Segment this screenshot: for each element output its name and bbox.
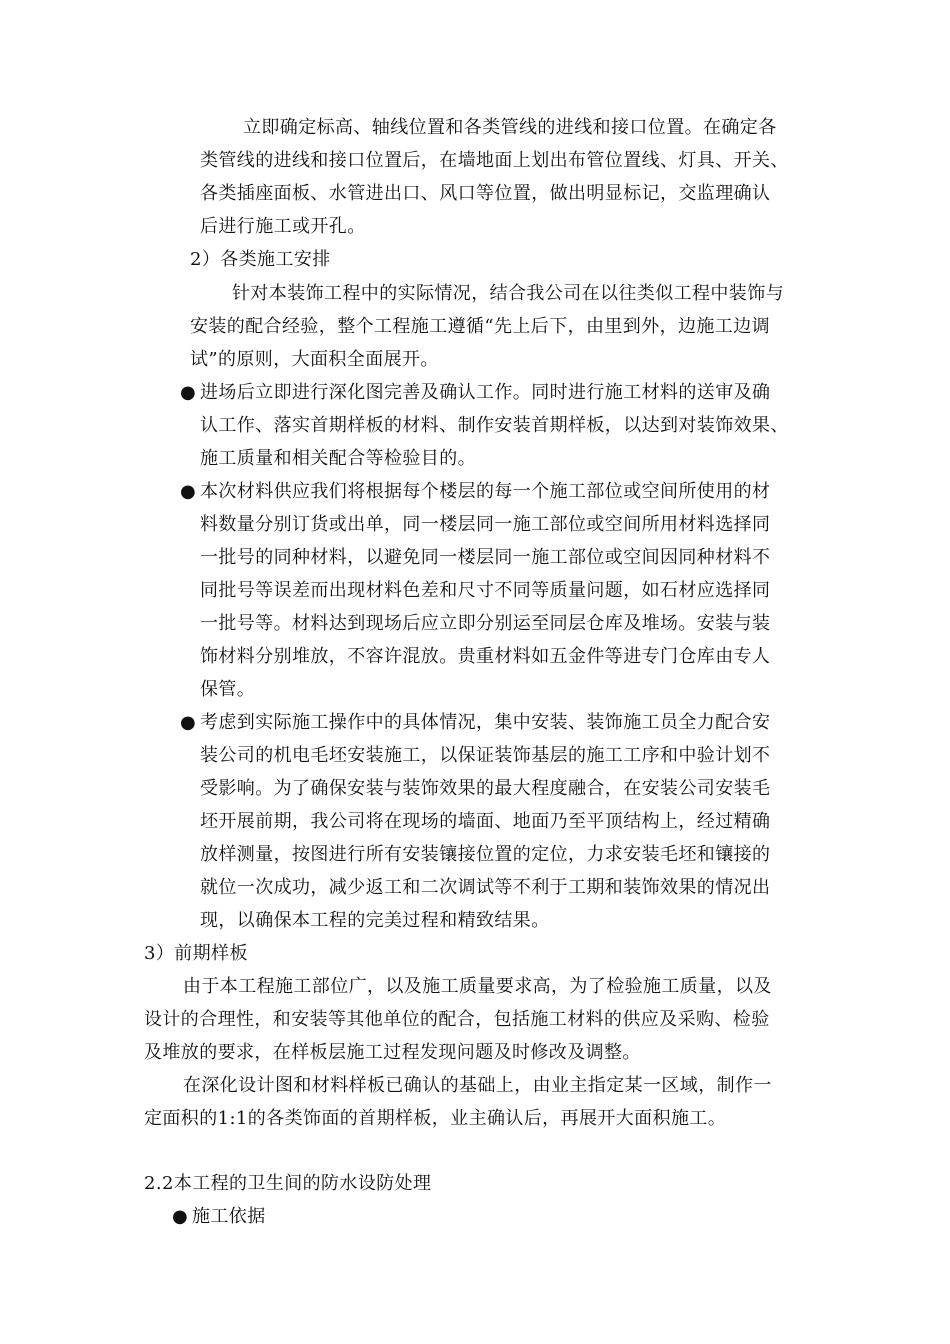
paragraph-line: 立即确定标高、轴线位置和各类管线的进线和接口位置。在确定各 — [243, 117, 777, 138]
paragraph-line: 类管线的进线和接口位置后，在墙地面上划出布管位置线、灯具、开关、 — [200, 150, 789, 171]
bullet-line: 同批号等误差而出现材料色差和尺寸不同等质量问题，如石材应选择同 — [200, 580, 771, 601]
bullet-line: 放样测量，按图进行所有安装镶接位置的定位，力求安装毛坯和镶接的 — [200, 844, 771, 865]
bullet-line: 施工质量和相关配合等检验目的。 — [200, 448, 476, 469]
bullet-icon: ● — [180, 382, 196, 403]
paragraph-line: 后进行施工或开孔。 — [200, 216, 366, 237]
paragraph-line: 试”的原则，大面积全面展开。 — [190, 349, 439, 370]
paragraph-line: 及堆放的要求，在样板层施工过程发现问题及时修改及调整。 — [144, 1042, 641, 1063]
paragraph-line: 在深化设计图和材料样板已确认的基础上，由业主指定某一区域，制作一 — [183, 1075, 772, 1096]
paragraph-line: 针对本装饰工程中的实际情况，结合我公司在以往类似工程中装饰与 — [232, 283, 784, 304]
bullet-line: 施工依据 — [192, 1206, 266, 1227]
bullet-line: 就位一次成功，减少返工和二次调试等不利于工期和装饰效果的情况出 — [200, 877, 771, 898]
bullet-line: 认工作、落实首期样板的材料、制作安装首期样板，以达到对装饰效果、 — [200, 415, 789, 436]
bullet-line: 受影响。为了确保安装与装饰效果的最大程度融合，在安装公司安装毛 — [200, 778, 771, 799]
paragraph-line: 各类插座面板、水管进出口、风口等位置，做出明显标记，交监理确认 — [200, 183, 771, 204]
bullet-line: 本次材料供应我们将根据每个楼层的每一个施工部位或空间所使用的材 — [200, 481, 771, 502]
section-heading: 2.2本工程的卫生间的防水设防处理 — [144, 1173, 432, 1194]
bullet-line: 一批号等。材料达到现场后应立即分别运至同层仓库及堆场。安装与装 — [200, 613, 771, 634]
subheading: 3）前期样板 — [144, 943, 248, 964]
bullet-line: 保管。 — [200, 679, 256, 700]
paragraph-line: 定面积的1:1的各类饰面的首期样板，业主确认后，再展开大面积施工。 — [144, 1108, 727, 1129]
bullet-line: 饰材料分别堆放，不容许混放。贵重材料如五金件等进专门仓库由专人 — [200, 646, 771, 667]
subheading: 2）各类施工安排 — [190, 249, 331, 270]
bullet-line: 装公司的机电毛坯安装施工，以保证装饰基层的施工工序和中验计划不 — [200, 745, 771, 766]
bullet-line: 现，以确保本工程的完美过程和精致结果。 — [200, 910, 550, 931]
bullet-icon: ● — [180, 481, 196, 502]
bullet-line: 进场后立即进行深化图完善及确认工作。同时进行施工材料的送审及确 — [200, 382, 771, 403]
bullet-line: 坯开展前期，我公司将在现场的墙面、地面乃至平顶结构上，经过精确 — [200, 811, 771, 832]
paragraph-line: 设计的合理性，和安装等其他单位的配合，包括施工材料的供应及采购、检验 — [144, 1009, 770, 1030]
bullet-line: 一批号的同种材料，以避免同一楼层同一施工部位或空间因同种材料不 — [200, 547, 771, 568]
bullet-line: 考虑到实际施工操作中的具体情况，集中安装、装饰施工员全力配合安 — [200, 712, 771, 733]
paragraph-line: 由于本工程施工部位广，以及施工质量要求高，为了检验施工质量，以及 — [183, 976, 772, 997]
paragraph-line: 安装的配合经验，整个工程施工遵循“先上后下，由里到外，边施工边调 — [190, 316, 770, 337]
bullet-icon: ● — [180, 712, 196, 733]
bullet-icon: ● — [172, 1206, 188, 1227]
bullet-line: 料数量分别订货或出单，同一楼层同一施工部位或空间所用材料选择同 — [200, 514, 771, 535]
